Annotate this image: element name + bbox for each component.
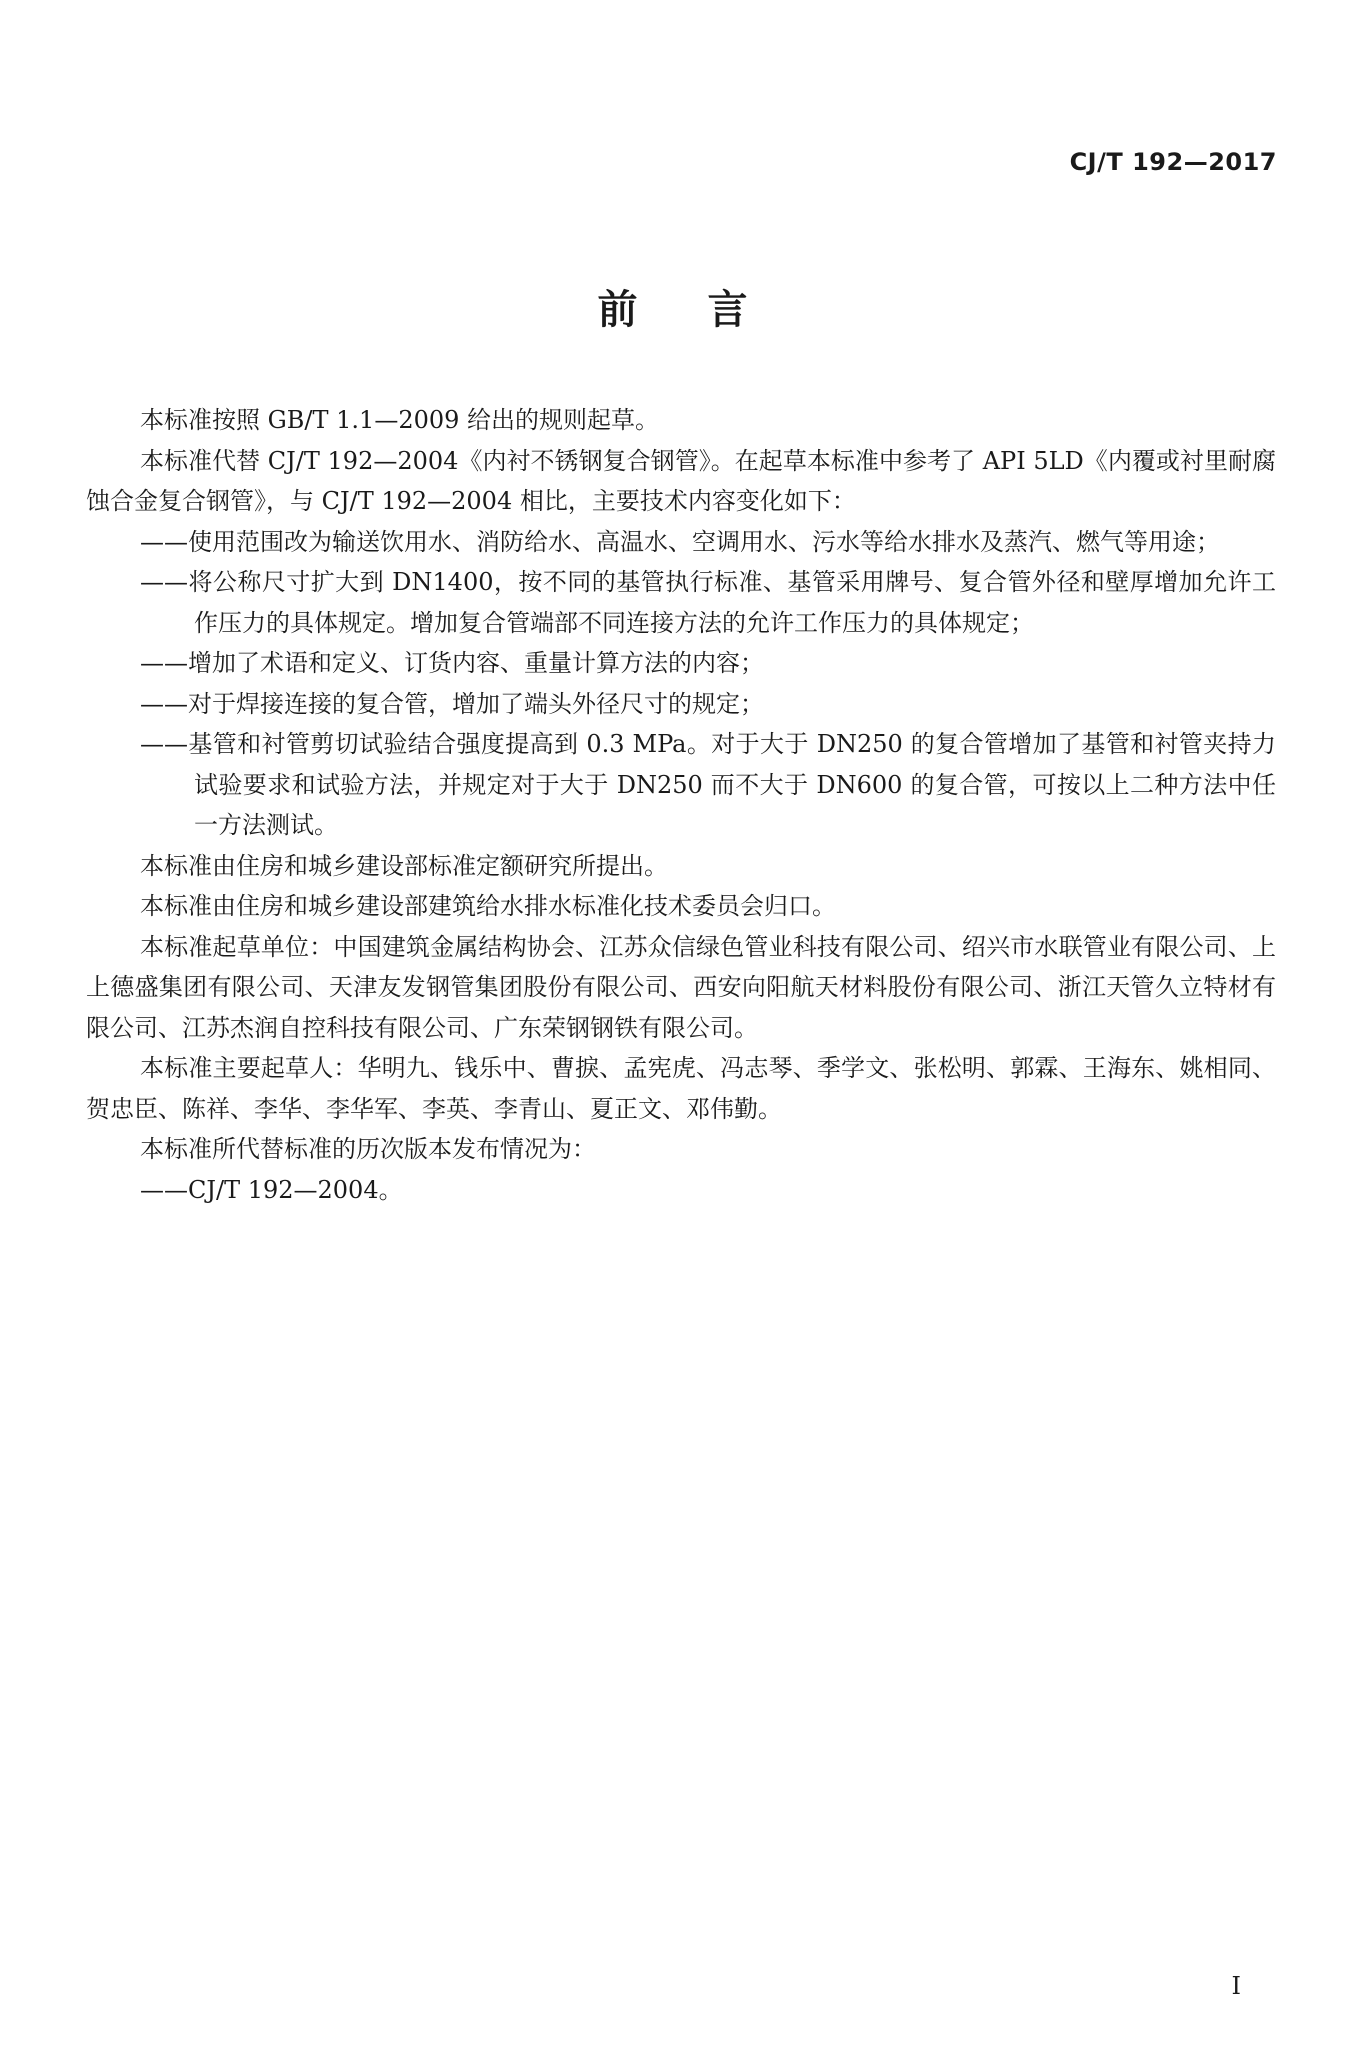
paragraph-drafters: 本标准主要起草人：华明九、钱乐中、曹捩、孟宪虎、冯志琴、季学文、张松明、郭霖、王海东、姚相同、贺忠臣、陈祥、李华、李华军、李英、李青山、夏正文、邓伟勤。 [86,1054,1276,1123]
paragraph-replacement: 本标准代替 CJ/T 192—2004《内衬不锈钢复合钢管》。在起草本标准中参考了 API 5LD《内覆或衬里耐腐蚀合金复合钢管》，与 CJ/T 192—2004 相比，主要技术内容变化如下： [86,446,1276,515]
paragraph-proposer: 本标准由住房和城乡建设部标准定额研究所提出。 [140,851,668,880]
standard-code: CJ/T 192—2017 [1069,148,1277,176]
change-item: ——增加了术语和定义、订货内容、重量计算方法的内容； [140,649,764,677]
paragraph-drafting-rules: 本标准按照 GB/T 1.1—2009 给出的规则起草。 [140,406,660,434]
page-number: I [1231,1972,1241,2000]
history-item: ——CJ/T 192—2004。 [140,1175,403,1204]
paragraph-drafting-units: 本标准起草单位：中国建筑金属结构协会、江苏众信绿色管业科技有限公司、绍兴市水联管业有限公司、上上德盛集团有限公司、天津友发钢管集团股份有限公司、西安向阳航天材料股份有限公司、浙江天管久立特材有限公司、江苏杰润自控科技有限公司、广东荣钢钢铁有限公司。 [86,932,1276,1042]
paragraph-history-intro: 本标准所代替标准的历次版本发布情况为： [140,1135,596,1163]
paragraph-committee: 本标准由住房和城乡建设部建筑给水排水标准化技术委员会归口。 [140,892,836,920]
change-item: ——对于焊接连接的复合管，增加了端头外径尺寸的规定； [140,689,764,718]
change-item: ——将公称尺寸扩大到 DN1400，按不同的基管执行标准、基管采用牌号、复合管外径和壁厚增加允许工作压力的具体规定。增加复合管端部不同连接方法的允许工作压力的具体规定； [140,568,1276,637]
change-item: ——使用范围改为输送饮用水、消防给水、高温水、空调用水、污水等给水排水及蒸汽、燃气等用途； [140,527,1220,556]
page-title: 前言 [597,287,818,333]
preface-body [86,400,1276,1210]
change-item: ——基管和衬管剪切试验结合强度提高到 0.3 MPa。对于大于 DN250 的复合管增加了基管和衬管夹持力试验要求和试验方法，并规定对于大于 DN250 而不大于 DN600 的复合管，可按以上二种方法中任一方法测试。 [140,730,1276,839]
